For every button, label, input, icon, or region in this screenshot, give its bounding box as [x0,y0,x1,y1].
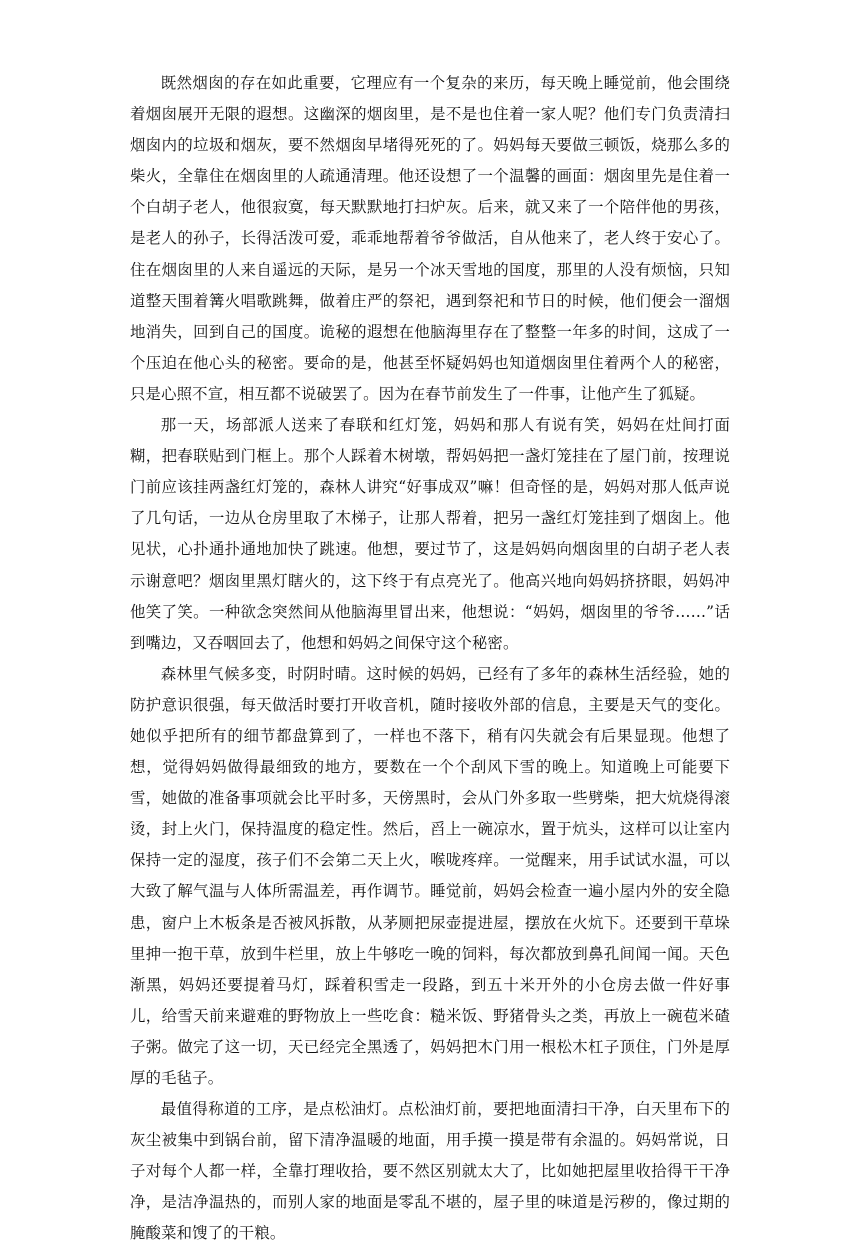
article-body [130,68,730,1250]
paragraph-red-lanterns: 那一天，场部派人送来了春联和红灯笼，妈妈和那人有说有笑，妈妈在灶间打面糊，把春联贴到门框上。那个人踩着木树墩，帮妈妈把一盏灯笼挂在了屋门前，按理说门前应该挂两盏红灯笼的，森林人讲究“好事成双”嘛！但奇怪的是，妈妈对那人低声说了几句话，一边从仓房里取了木梯子，让那人帮着，把另一盏红灯笼挂到了烟囱上。他见状，心扑通扑通地加快了跳速。他想，要过节了，这是妈妈向烟囱里的白胡子老人表示谢意吧？烟囱里黑灯瞎火的，这下终于有点亮光了。他高兴地向妈妈挤挤眼，妈妈冲他笑了笑。一种欲念突然间从他脑海里冒出来，他想说：“妈妈，烟囱里的爷爷……”话到嘴边，又吞咽回去了，他想和妈妈之间保守这个秘密。 [130,416,730,652]
paragraph-chimney-fantasy: 既然烟囱的存在如此重要，它理应有一个复杂的来历，每天晚上睡觉前，他会围绕着烟囱展开无限的遐想。这幽深的烟囱里，是不是也住着一家人呢？他们专门负责清扫烟囱内的垃圾和烟灰，要不然烟囱早堵得死死的了。妈妈每天要做三顿饭，烧那么多的柴火，全靠住在烟囱里的人疏通清理。他还设想了一个温馨的画面：烟囱里先是住着一个白胡子老人，他很寂寞，每天默默地打扫炉灰。后来，就又来了一个陪伴他的男孩，是老人的孙子，长得活泼可爱，乖乖地帮着爷爷做活，自从他来了，老人终于安心了。住在烟囱里的人来自遥远的天际，是另一个冰天雪地的国度，那里的人没有烦恼，只知道整天围着篝火唱歌跳舞，做着庄严的祭祀，遇到祭祀和节日的时候，他们便会一溜烟地消失，回到自己的国度。诡秘的遐想在他脑海里存在了整整一年多的时间，这成了一个压迫在他心头的秘密。要命的是，他甚至怀疑妈妈也知道烟囱里住着两个人的秘密，只是心照不宣，相互都不说破罢了。因为在春节前发生了一件事，让他产生了狐疑。 [130,74,730,403]
paragraph-pine-oil-lamp: 最值得称道的工序，是点松油灯。点松油灯前，要把地面清扫干净，白天里布下的灰尘被集中到锅台前，留下清净温暖的地面，用手摸一摸是带有余温的。妈妈常说，日子对每个人都一样，全靠打理收拾，要不然区别就太大了，比如她把屋里收拾得干干净净，是洁净温热的，而别人家的地面是零乱不堪的，屋子里的味道是污秽的，像过期的腌酸菜和馊了的干粮。 [130,1100,730,1243]
paragraph-forest-weather: 森林里气候多变，时阴时晴。这时候的妈妈，已经有了多年的森林生活经验，她的防护意识很强，每天做活时要打开收音机，随时接收外部的信息，主要是天气的变化。她似乎把所有的细节都盘算到了，一样也不落下，稍有闪失就会有后果显现。他想了想，觉得妈妈做得最细致的地方，要数在一个个刮风下雪的晚上。知道晚上可能要下雪，她做的准备事项就会比平时多，天傍黑时，会从门外多取一些劈柴，把大炕烧得滚烫，封上火门，保持温度的稳定性。然后，舀上一碗凉水，置于炕头，这样可以让室内保持一定的湿度，孩子们不会第二天上火，喉咙疼痒。一觉醒来，用手试试水温，可以大致了解气温与人体所需温差，再作调节。睡觉前，妈妈会检查一遍小屋内外的安全隐患，窗户上木板条是否被风拆散，从茅厕把尿壶提进屋，摆放在火炕下。还要到干草垛里抻一抱干草，放到牛栏里，放上牛够吃一晚的饲料，每次都放到鼻孔间闻一闻。天色渐黑，妈妈还要提着马灯，踩着积雪走一段路，到五十米开外的小仓房去做一件好事儿，给雪天前来避难的野物放上一些吃食：糙米饭、野猪骨头之类，再放上一碗苞米碴子粥。做完了这一切，天已经完全黑透了，妈妈把木门用一根松木杠子顶住，门外是厚厚的毛毡子。 [130,664,730,1087]
